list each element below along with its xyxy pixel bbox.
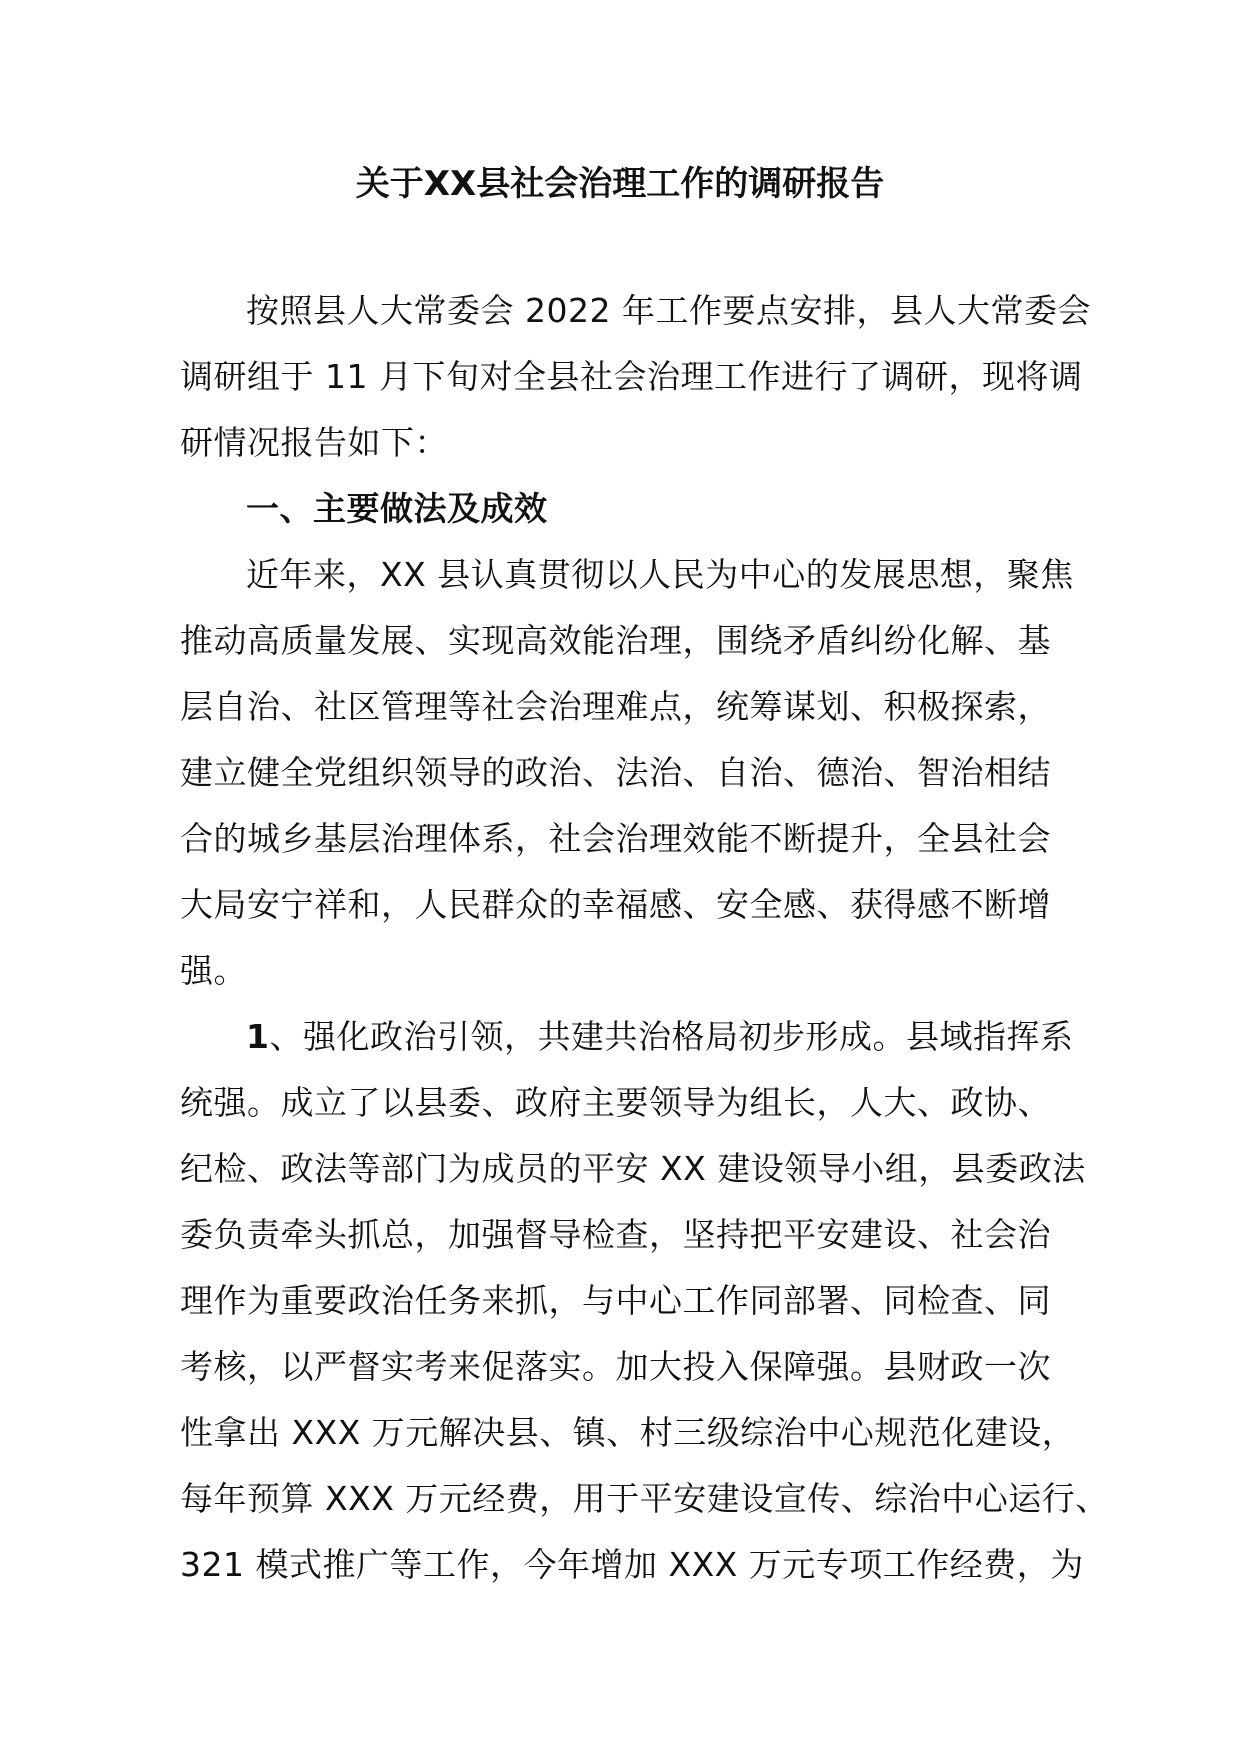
paragraph-line: 建立健全党组织领导的政治、法治、自治、德治、智治相结 [180,753,1051,792]
paragraph-line: 大局安宁祥和，人民群众的幸福感、安全感、获得感不断增 [180,885,1051,924]
section-heading: 一、主要做法及成效 [246,489,548,528]
paragraph-line: 考核，以严督实考来促落实。加大投入保障强。县财政一次 [180,1347,1051,1386]
paragraph-line: 统强。成立了以县委、政府主要领导为组长，人大、政协、 [180,1083,1051,1122]
paragraph-line: 委负责牵头抓总，加强督导检查，坚持把平安建设、社会治 [180,1215,1051,1254]
paragraph-line: 性拿出 XXX 万元解决县、镇、村三级综治中心规范化建设， [180,1413,1076,1452]
paragraph-line [180,1004,1074,1070]
paragraph-line: 按照县人大常委会 2022 年工作要点安排，县人大常委会 [246,291,1091,330]
paragraph-line: 每年预算 XXX 万元经费，用于平安建设宣传、综治中心运行、 [180,1479,1109,1518]
paragraph-line: 调研组于 11 月下旬对全县社会治理工作进行了调研，现将调 [180,357,1083,396]
paragraph-line: 321 模式推广等工作，今年增加 XXX 万元专项工作经费，为 [180,1545,1084,1584]
item-number: 1 [246,1017,270,1056]
document-body [180,278,1109,1598]
document-title: 关于XX县社会治理工作的调研报告 [355,164,885,204]
paragraph-line: 强。 [180,951,247,990]
item-text: 、强化政治引领，共建共治格局初步形成。县域指挥系 [269,1017,1074,1056]
paragraph-line: 合的城乡基层治理体系，社会治理效能不断提升，全县社会 [180,819,1051,858]
paragraph-line: 理作为重要政治任务来抓，与中心工作同部署、同检查、同 [180,1281,1051,1320]
paragraph-line: 研情况报告如下： [180,423,448,462]
paragraph-line: 推动高质量发展、实现高效能治理，围绕矛盾纠纷化解、基 [180,621,1051,660]
paragraph-line: 近年来，XX 县认真贯彻以人民为中心的发展思想，聚焦 [246,555,1074,594]
paragraph-line: 纪检、政法等部门为成员的平安 XX 建设领导小组，县委政法 [180,1149,1086,1188]
paragraph-line: 层自治、社区管理等社会治理难点，统筹谋划、积极探索， [180,687,1051,726]
